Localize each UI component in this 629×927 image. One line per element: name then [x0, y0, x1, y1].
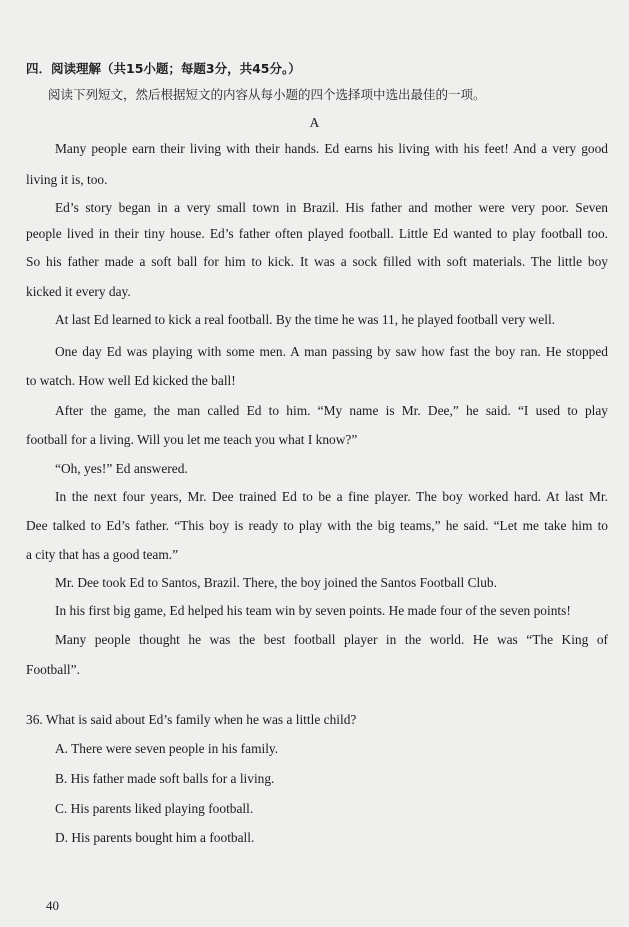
passage-line: football for a living. Will you let me teach you what I know?” — [26, 432, 358, 447]
passage-line: people lived in their tiny house. Ed’s father often played football. Little Ed wanted to play football too. — [26, 226, 608, 241]
option-a: A. There were seven people in his family. — [55, 741, 279, 756]
section-instructions: 阅读下列短文，然后根据短文的内容从每小题的四个选择项中选出最佳的一项。 — [48, 87, 486, 102]
passage-label: A — [309, 115, 320, 130]
option-b: B. His father made soft balls for a living. — [55, 771, 275, 786]
passage-line: In his first big game, Ed helped his team win by seven points. He made four of the seven points! — [55, 603, 571, 618]
passage-line: Football”. — [26, 662, 80, 677]
passage-line: One day Ed was playing with some men. A man passing by saw how fast the boy ran. He stopped — [55, 344, 608, 359]
passage-line: living it is, too. — [26, 172, 108, 187]
passage-line: kicked it every day. — [26, 284, 131, 299]
section-heading: 四．阅读理解（共15小题；每题3分，共45分。） — [26, 61, 301, 76]
option-d: D. His parents bought him a football. — [55, 830, 255, 845]
page-number: 40 — [46, 898, 59, 913]
passage-line: to watch. How well Ed kicked the ball! — [26, 373, 236, 388]
passage-line: “Oh, yes!” Ed answered. — [55, 461, 188, 476]
passage-line: After the game, the man called Ed to him. “My name is Mr. Dee,” he said. “I used to play — [55, 403, 608, 418]
option-c: C. His parents liked playing football. — [55, 801, 254, 816]
passage-line: Many people thought he was the best football player in the world. He was “The King of — [55, 632, 608, 647]
passage-line: a city that has a good team.” — [26, 547, 179, 562]
passage-line: Mr. Dee took Ed to Santos, Brazil. There, the boy joined the Santos Football Club. — [55, 575, 497, 590]
passage-line: At last Ed learned to kick a real football. By the time he was 11, he played football very well. — [55, 312, 556, 327]
passage-line: Ed’s story began in a very small town in Brazil. His father and mother were very poor. Seven — [55, 200, 608, 215]
passage-line: So his father made a soft ball for him to kick. It was a sock filled with soft materials. The little boy — [26, 254, 608, 269]
question-stem: 36. What is said about Ed’s family when he was a little child? — [26, 712, 357, 727]
passage-line: Many people earn their living with their hands. Ed earns his living with his feet! And a very good — [55, 141, 608, 156]
passage-line: Dee talked to Ed’s father. “This boy is ready to play with the big teams,” he said. “Let me take him to — [26, 518, 608, 533]
passage-line: In the next four years, Mr. Dee trained Ed to be a fine player. The boy worked hard. At last Mr. — [55, 489, 608, 504]
